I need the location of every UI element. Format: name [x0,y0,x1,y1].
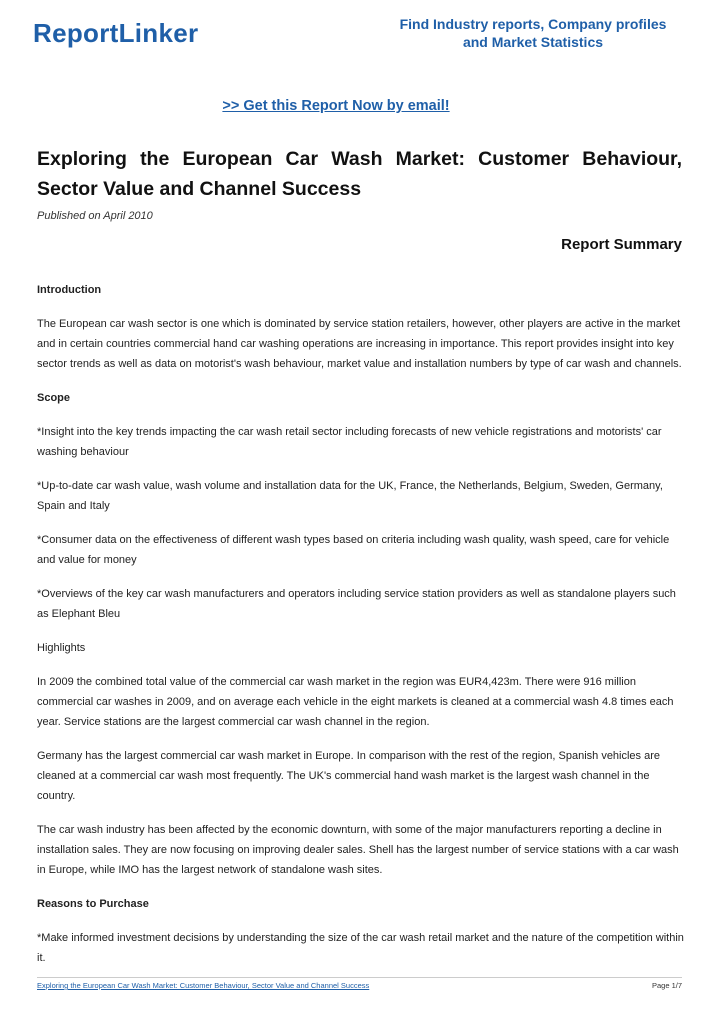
tagline-line-2: and Market Statistics [462,34,604,50]
report-body [37,280,685,982]
scope-item: *Consumer data on the effectiveness of different wash types based on criteria including wash quality, wash speed, care for vehicle and value for money [37,534,670,566]
report-title: Exploring the European Car Wash Market: Customer Behaviour, Sector Value and Channel Success [37,148,682,200]
highlight-paragraph: In 2009 the combined total value of the commercial car wash market in the region was EUR4,423m. There were 916 million commercial car washes in 2009, and on average each vehicle in the eight markets is cleaned at a commercial wash 4.8 times each year. Service stations are the largest commercial car wash channel in the region. [37,676,674,728]
published-date: Published on April 2010 [37,210,153,222]
scope-item: *Overviews of the key car wash manufacturers and operators including service station providers as well as standalone players such as Elephant Bleu [37,588,676,620]
scope-heading: Scope [37,392,71,404]
footer-report-link[interactable]: Exploring the European Car Wash Market: Customer Behaviour, Sector Value and Channel Success [37,981,370,990]
highlight-paragraph: The car wash industry has been affected by the economic downturn, with some of the major manufacturers reporting a decline in installation sales. They are now focusing on improving dealer sales. Shell has the largest number of service stations with a car wash in Europe, while IMO has the largest network of standalone wash sites. [37,824,679,876]
page-footer [37,977,682,990]
highlights-heading: Highlights [37,642,86,654]
highlight-paragraph: Germany has the largest commercial car wash market in Europe. In comparison with the rest of the region, Spanish vehicles are cleaned at a commercial car wash most frequently. The UK's commercial hand wash market is the largest wash channel in the country. [37,750,661,802]
header [0,0,728,70]
reasons-item: *Make informed investment decisions by understanding the size of the car wash retail market and the nature of the competition within it. [37,932,684,964]
scope-item: *Up-to-date car wash value, wash volume and installation data for the UK, France, the Netherlands, Belgium, Sweden, Germany, Spain and Italy [37,480,663,512]
reasons-heading: Reasons to Purchase [37,898,149,910]
page-number: Page 1/7 [651,981,682,990]
tagline [388,15,678,51]
scope-item: *Insight into the key trends impacting the car wash retail sector including forecasts of new vehicle registrations and motorists' car washing behaviour [37,426,662,458]
get-report-email-link[interactable]: >> Get this Report Now by email! [222,98,450,114]
tagline-line-1: Find Industry reports, Company profiles [399,16,667,32]
introduction-text: The European car wash sector is one which is dominated by service station retailers, however, other players are active in the market and in certain countries commercial hand car washing operations are increasing in importance. This report provides insight into key sector trends as well as data on motorist's wash behaviour, market value and installation numbers by type of car wash and channels. [37,318,682,370]
introduction-heading: Introduction [37,284,102,296]
reportlinker-logo[interactable]: ReportLinker [33,18,199,48]
report-summary-heading: Report Summary [561,236,682,253]
